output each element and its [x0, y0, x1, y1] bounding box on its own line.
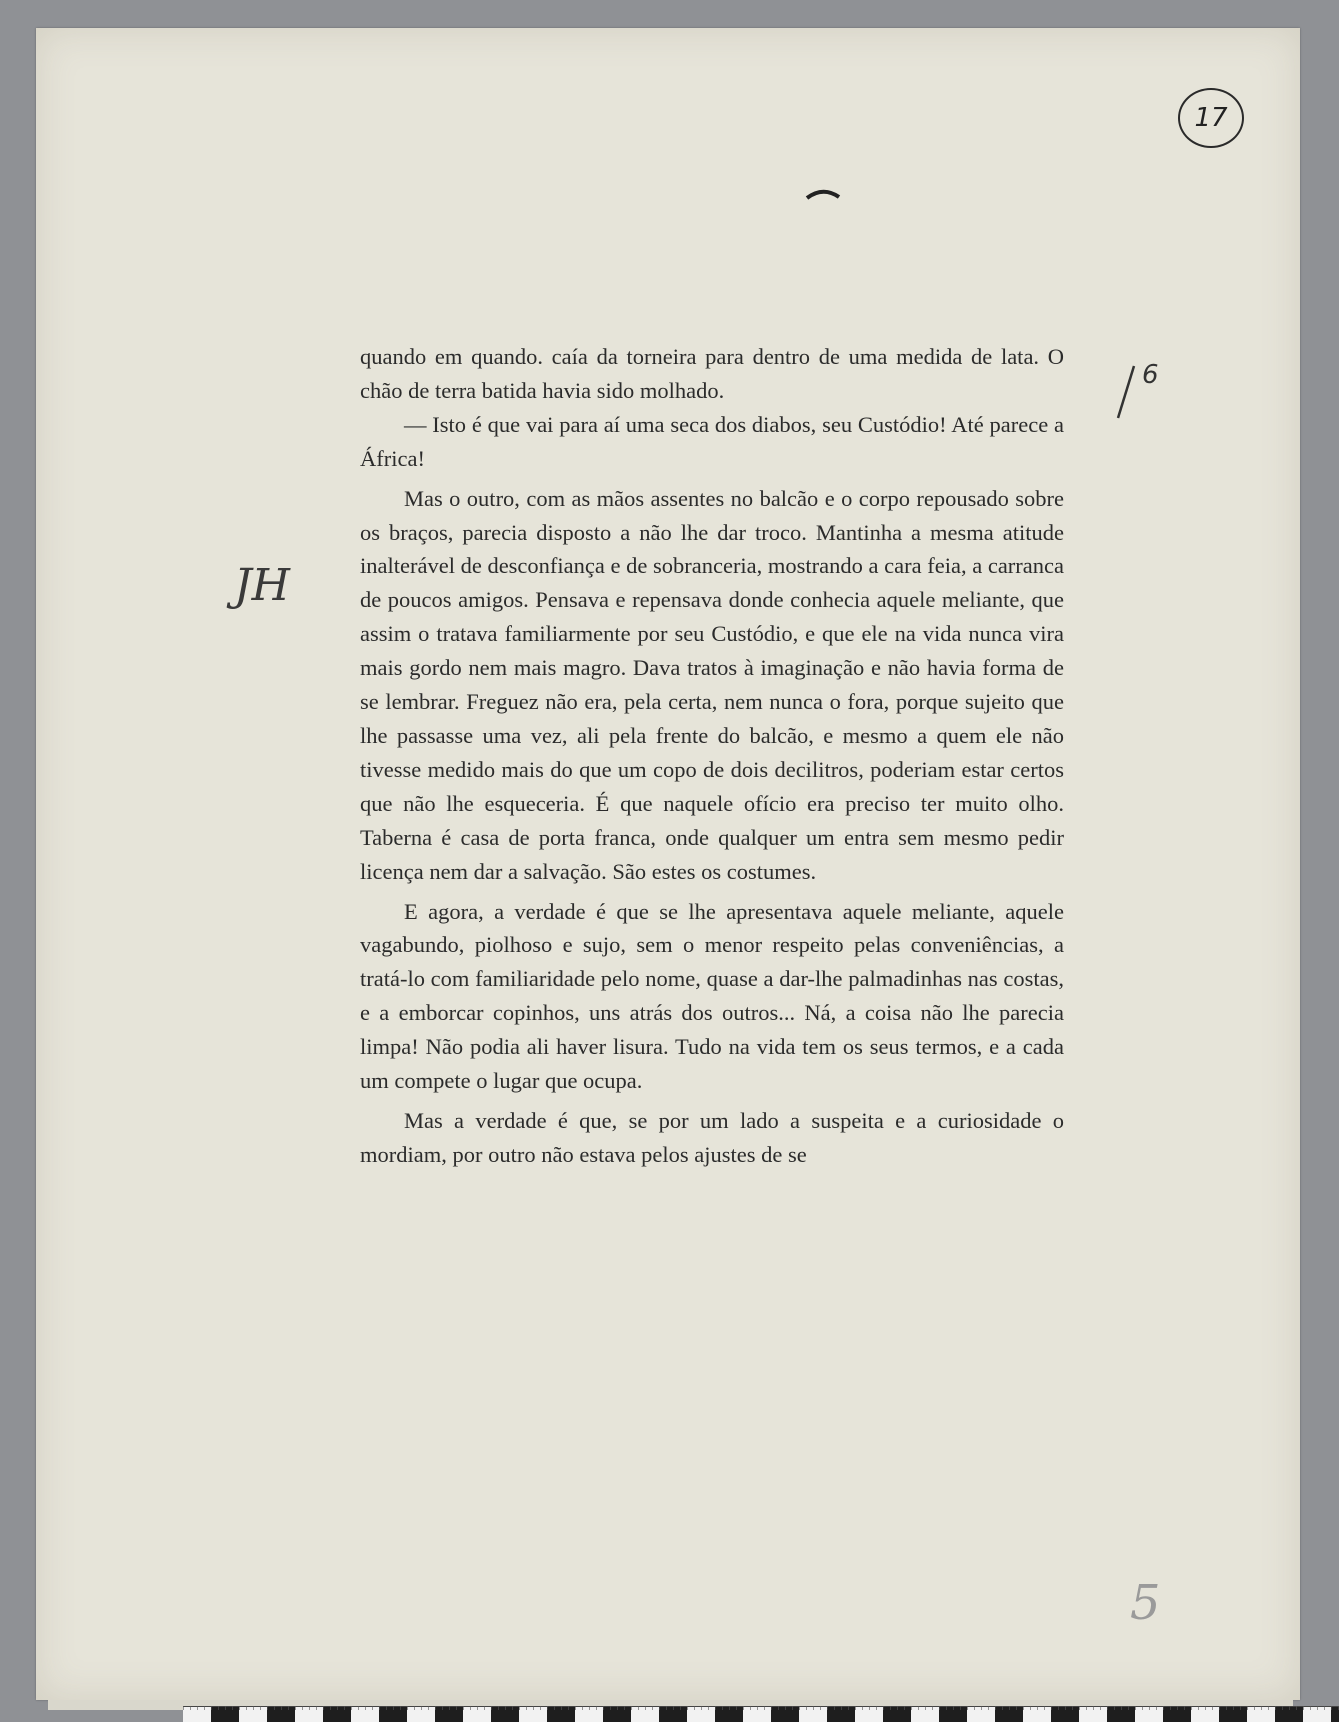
bottom-pencil-note: 5	[1130, 1575, 1161, 1631]
margin-right-note-group	[1112, 360, 1172, 420]
paragraph: Mas o outro, com as mãos assentes no balcão e o corpo repousado sobre os braços, parecia disposto a não lhe dar troco. Mantinha a mesma atitude inalterável de desconfiança e de sobranceria, mostrando a cara feia, a carranca de poucos amigos. Pensava e repensava donde conhecia aquele meliante, que assim o tratava familiarmente por seu Custódio, e que ele na vida nunca vira mais gordo nem mais magro. Dava tratos à imaginação e não havia forma de se lembrar. Freguez não era, pela certa, nem nunca o fora, porque sujeito que lhe passasse uma vez, ali pela frente do balcão, e mesmo a quem ele não tivesse medido mais do que um copo de dois decilitros, poderiam estar certos que não lhe esqueceria. É que naquele ofício era preciso ter muito olho. Taberna é casa de porta franca, onde qualquer um entra sem mesmo pedir licença nem dar a salvação. São estes os costumes.	[360, 485, 1064, 884]
paragraph: quando em quando. caía da torneira para dentro de uma medida de lata. O chão de terra batida havia sido molhado.	[360, 344, 1064, 403]
scale-ruler-ticks	[183, 1706, 1339, 1710]
margin-left-note: JH	[234, 560, 291, 611]
paragraph: Mas a verdade é que, se por um lado a suspeita e a curiosidade o mordiam, por outro não estava pelos ajustes de se	[360, 1107, 1064, 1167]
paragraph: E agora, a verdade é que se lhe apresentava aquele meliante, aquele vagabundo, piolhoso e sujo, sem o menor respeito pelas conveniências, a tratá-lo com familiaridade pelo nome, quase a dar-lhe palmadinhas nas costas, e a emborcar copinhos, uns atrás dos outros... Ná, a coisa não lhe parecia limpa! Não podia ali haver lisura. Tudo na vida tem os seus termos, e a cada um compete o lugar que ocupa.	[360, 898, 1064, 1094]
margin-right-note: 6	[1142, 360, 1159, 390]
folio-number-circle	[1178, 88, 1244, 148]
paragraph: — Isto é que vai para aí uma seca dos diabos, seu Custódio! Até parece a África!	[360, 411, 1064, 471]
folio-number: 17	[1194, 103, 1228, 133]
caret-mark-icon	[805, 188, 841, 202]
slash-mark-icon	[1112, 362, 1142, 422]
body-text	[360, 340, 1064, 1172]
